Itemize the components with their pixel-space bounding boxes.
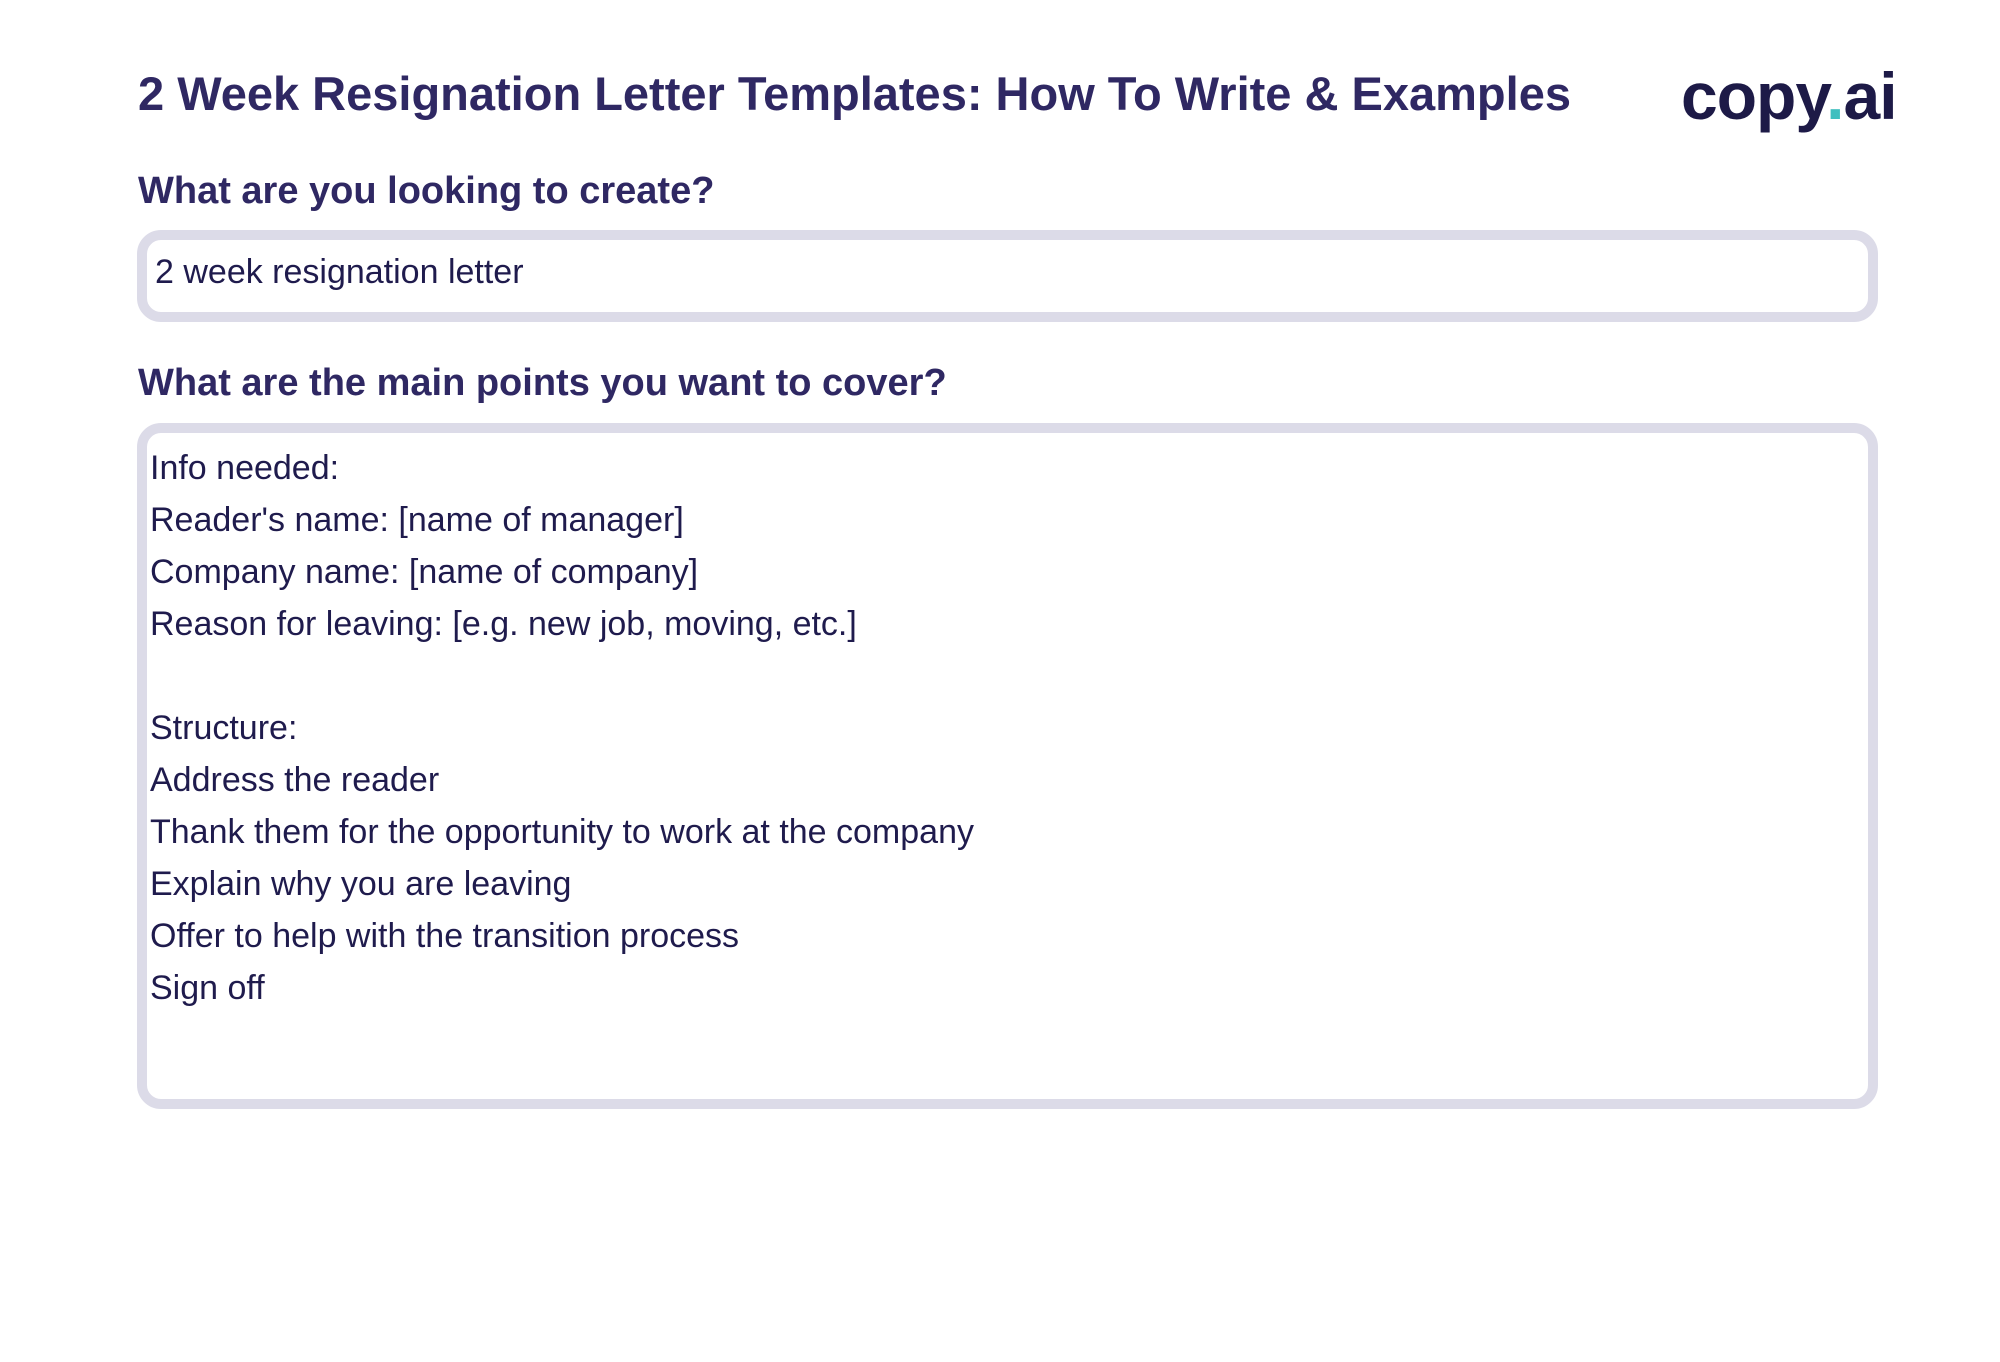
- points-label: What are the main points you want to cover?: [138, 362, 947, 404]
- textarea-line: Address the reader: [150, 761, 440, 799]
- create-label: What are you looking to create?: [138, 170, 715, 212]
- textarea-line: Explain why you are leaving: [150, 865, 572, 903]
- textarea-line: Sign off: [150, 969, 265, 1007]
- textarea-line: Structure:: [150, 709, 298, 747]
- textarea-line: Info needed:: [150, 449, 340, 487]
- logo-text-suffix: ai: [1843, 59, 1897, 133]
- textarea-line: Company name: [name of company]: [150, 553, 699, 591]
- textarea-blank-line: [150, 650, 974, 702]
- textarea-line: Thank them for the opportunity to work at the company: [150, 813, 974, 851]
- textarea-line: Reader's name: [name of manager]: [150, 501, 684, 539]
- textarea-line: Reason for leaving: [e.g. new job, moving, etc.]: [150, 605, 857, 643]
- points-textarea-content[interactable]: [150, 442, 974, 1014]
- create-input-value[interactable]: 2 week resignation letter: [155, 253, 524, 291]
- copy-ai-logo: [1681, 58, 1897, 134]
- page-title: 2 Week Resignation Letter Templates: How To Write & Examples: [138, 67, 1571, 120]
- logo-text-main: copy: [1681, 59, 1827, 133]
- textarea-line: Offer to help with the transition process: [150, 917, 740, 955]
- logo-dot: .: [1826, 59, 1844, 133]
